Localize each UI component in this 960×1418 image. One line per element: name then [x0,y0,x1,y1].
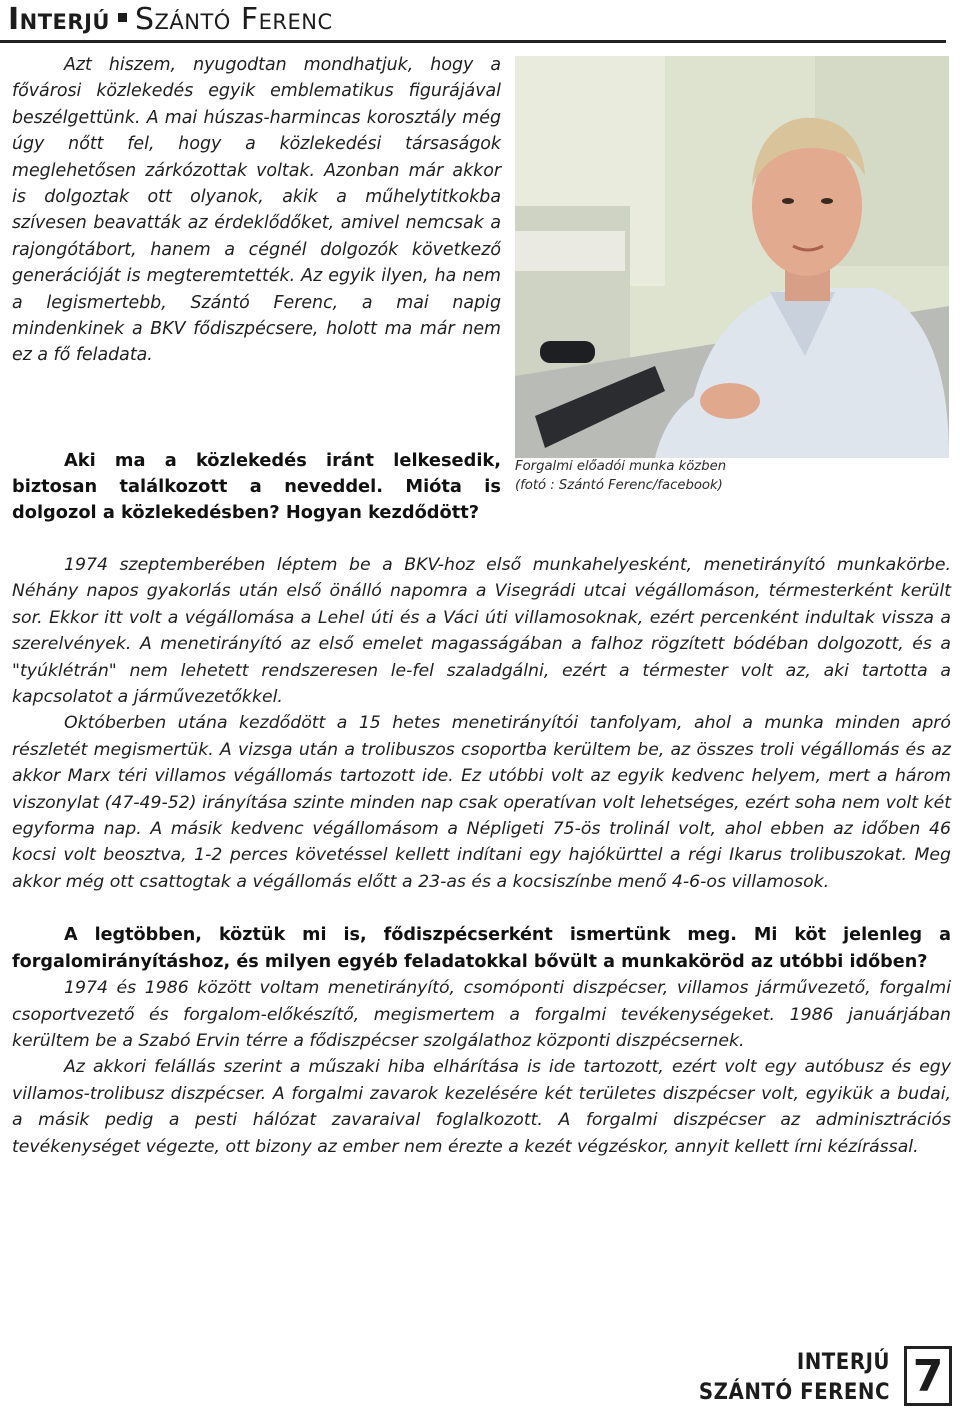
header-title [8,2,333,37]
photo-caption [515,457,955,495]
photo-caption-line-2: (fotó : Szántó Ferenc/facebook) [515,478,723,493]
photo-caption-line-1: Forgalmi előadói munka közben [515,459,727,474]
header-title-section: Interjú [8,2,110,37]
footer-section-label: INTERJÚ [796,1350,890,1375]
answer-2-paragraph: 1974 és 1986 között voltam menetirányító, csomóponti diszpécser, villamos járművezető, forgalmi csoportvezető és forgalom-előkészítő, megismertem a forgalmi tevékenységeket. 1986 januárjában kerültem be a Szabó Ervin térre a fődiszpécser szolgálathoz központi diszpécsernek. [12,978,951,1051]
page-header [0,0,948,42]
header-rule [0,40,946,43]
answer-1-paragraph: 1974 szeptemberében léptem be a BKV-hoz első munkahelyesként, menetirányító munkakörbe. Néhány napos gyakorlás után első önálló napomra a Visegrádi utcai végállomáson, térmesterként került sor. Ekkor itt volt a végállomása a Lehel úti és a Váci úti villamosoknak, ezért percenként indultak vissza a szerelvények. A menetirányító az első emelet magasságában a falhoz rögzített bódéban dolgozott, és a "tyúklétrán" nem lehetett rendszeresen le-fel szaladgálni, ezért a térmester volt az, aki tartotta a kapcsolatot a járművezetőkkel. [12,555,951,708]
footer-name-label: SZÁNTÓ FERENC [698,1380,890,1405]
answer-2-paragraph: Az akkori felállás szerint a műszaki hiba elhárítása is ide tartozott, ezért volt egy autóbusz és egy villamos-trolibusz diszpécser. A forgalmi zavarok kezelésére két területes diszpécser volt, egyikük a budai, a másik pedig a pesti hálózat zavaraival foglalkozott. A forgalmi diszpécser az adminisztrációs tevékenységet végezte, ott bizony az ember nem érezte a kezét végzéskor, annyit kellett írni kézírással. [12,1057,951,1157]
page-number: 7 [904,1346,952,1406]
article-body [12,552,951,1160]
header-separator-square [118,13,127,22]
question-1: Aki ma a közlekedés iránt lelkesedik, biztosan találkozott a neveddel. Mióta is dolgozol a közlekedésben? Hogyan kezdődött? [12,450,501,523]
footer-label [699,1348,890,1408]
interviewee-photo [515,56,949,458]
question-2: A legtöbben, köztük mi is, fődiszpécserként ismertünk meg. Mi köt jelenleg a forgalomirányításhoz, és milyen egyéb feladatokkal bővült a munkaköröd az utóbbi időben? [12,925,951,972]
answer-1-paragraph: Októberben utána kezdődött a 15 hetes menetirányítói tanfolyam, ahol a munka minden apró részletét megismertük. A vizsga után a trolibuszos csoportba kerültem be, az összes troli végállomás és az akkor Marx téri villamos végállomás tartozott ide. Ez utóbbi volt az egyik kedvenc helyem, mert a három viszonylat (47-49-52) irányítása szinte minden nap csak operatívan volt lehetséges, ezért soha nem volt két egyforma nap. A másik kedvenc végállomásom a Népligeti 75-ös trolinál volt, ahol ebben az időben 46 kocsi volt beosztva, 1-2 perces követéssel kellett indítani egy hajókürttel a régi Ikarus trolibuszokat. Meg akkor még ott csattogtak a végállomás előtt a 23-as és a kocsiszínbe menő 4-6-os villamosok. [12,713,951,892]
header-title-name: Szántó Ferenc [134,2,333,37]
photo-illustration [515,56,949,458]
intro-paragraph: Azt hiszem, nyugodtan mondhatjuk, hogy a fővárosi közlekedés egyik emblematikus figurájával beszélgettünk. A mai húszas-harmincas korosztály még úgy nőtt fel, hogy a közlekedési társaságok meglehetősen zárkózottak voltak. Azonban már akkor is dolgoztak ott olyanok, akik a műhelytitkokba szívesen beavatták az érdeklődőket, amivel nemcsak a rajongótábort, hanem a cégnél dolgozók következő generációját is megteremtették. Az egyik ilyen, ha nem a legismertebb, Szántó Ferenc, a mai napig mindenkinek a BKV fődiszpécsere, holott ma már nem ez a fő feladata. [12,55,501,366]
